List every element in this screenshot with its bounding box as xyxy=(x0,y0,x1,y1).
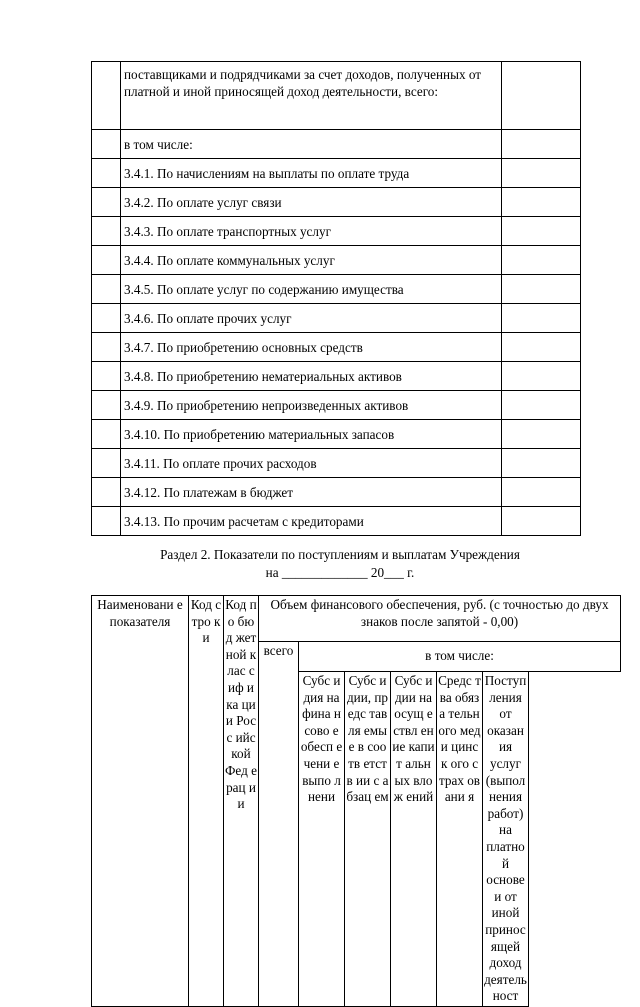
col-name-header: Наименовани е показателя xyxy=(92,596,189,1007)
value-cell xyxy=(502,420,581,449)
table-row xyxy=(92,188,581,217)
table-row xyxy=(92,130,581,159)
date-line: на _____________ 20___ г. xyxy=(265,565,415,580)
num-cell xyxy=(92,188,121,217)
subsidy-capital-header: Субс идии на осущ ествл ение капит альн ых влож ений xyxy=(391,672,437,1007)
value-cell xyxy=(502,62,581,130)
num-cell xyxy=(92,333,121,362)
value-cell xyxy=(502,275,581,304)
value-cell xyxy=(502,449,581,478)
row-label: 3.4.7. По приобретению основных средств xyxy=(121,333,502,362)
num-cell xyxy=(92,159,121,188)
table-row xyxy=(92,159,581,188)
subsidy-paragraph-header: Субс идии, предс тавля емые в соотв етств ии с абзац ем xyxy=(345,672,391,1007)
col-total-header: всего xyxy=(259,642,299,1007)
paid-services-header: Поступления от оказания услуг (выполнения работ) на платной основе и от иной приносящей доход деятельност xyxy=(483,672,529,1007)
value-cell xyxy=(502,217,581,246)
value-cell xyxy=(502,159,581,188)
row-label: 3.4.12. По платежам в бюджет xyxy=(121,478,502,507)
row-label: 3.4.2. По оплате услуг связи xyxy=(121,188,502,217)
row-label: 3.4.4. По оплате коммунальных услуг xyxy=(121,246,502,275)
value-cell xyxy=(502,246,581,275)
section-title: Раздел 2. Показатели по поступлениям и выплатам Учреждения xyxy=(160,547,520,562)
row-label: 3.4.8. По приобретению нематериальных активов xyxy=(121,362,502,391)
value-cell xyxy=(502,188,581,217)
table-row xyxy=(92,449,581,478)
medical-insurance-header: Средс тва обяза тельн ого меди цинск ого страх овани я xyxy=(437,672,483,1007)
row-label: поставщиками и подрядчиками за счет доходов, полученных от платной и иной приносящей доход деятельности, всего: xyxy=(121,62,502,130)
table-row xyxy=(92,362,581,391)
row-label: 3.4.9. По приобретению непроизведенных активов xyxy=(121,391,502,420)
row-label: 3.4.6. По оплате прочих услуг xyxy=(121,304,502,333)
num-cell xyxy=(92,507,121,536)
indicators-table xyxy=(91,595,621,1007)
row-label: 3.4.5. По оплате услуг по содержанию имущества xyxy=(121,275,502,304)
num-cell xyxy=(92,62,121,130)
num-cell xyxy=(92,304,121,333)
value-cell xyxy=(502,391,581,420)
table-row xyxy=(92,217,581,246)
value-cell xyxy=(502,478,581,507)
table-row xyxy=(92,391,581,420)
row-label: 3.4.10. По приобретению материальных запасов xyxy=(121,420,502,449)
table-row xyxy=(92,507,581,536)
num-cell xyxy=(92,246,121,275)
col-volume-header: Объем финансового обеспечения, руб. (с точностью до двух знаков после запятой - 0,00) xyxy=(259,596,621,642)
num-cell xyxy=(92,420,121,449)
table-row xyxy=(92,478,581,507)
value-cell xyxy=(502,304,581,333)
num-cell xyxy=(92,478,121,507)
num-cell xyxy=(92,449,121,478)
col-code-header: Код стро ки xyxy=(189,596,224,1007)
value-cell xyxy=(502,333,581,362)
value-cell xyxy=(502,362,581,391)
table-row xyxy=(92,304,581,333)
value-cell xyxy=(502,507,581,536)
num-cell xyxy=(92,217,121,246)
row-label: 3.4.11. По оплате прочих расходов xyxy=(121,449,502,478)
subsidy-fulfillment-header: Субс идия на фина нсово е обесп ечени е выпо лнени xyxy=(299,672,345,1007)
num-cell xyxy=(92,275,121,304)
row-label: 3.4.1. По начислениям на выплаты по оплате труда xyxy=(121,159,502,188)
row-label: в том числе: xyxy=(121,130,502,159)
col-including-header: в том числе: xyxy=(299,642,621,672)
col-bk-header: Код по бюд жет ной клас сиф ика ции Росс ийс кой Фед ерац ии xyxy=(224,596,259,1007)
table-row xyxy=(92,420,581,449)
value-cell xyxy=(502,130,581,159)
table-row xyxy=(92,333,581,362)
num-cell xyxy=(92,130,121,159)
table-row xyxy=(92,246,581,275)
num-cell xyxy=(92,391,121,420)
table-row xyxy=(92,62,581,130)
num-cell xyxy=(92,362,121,391)
expense-table xyxy=(91,61,581,536)
row-label: 3.4.3. По оплате транспортных услуг xyxy=(121,217,502,246)
table-row xyxy=(92,275,581,304)
row-label: 3.4.13. По прочим расчетам с кредиторами xyxy=(121,507,502,536)
